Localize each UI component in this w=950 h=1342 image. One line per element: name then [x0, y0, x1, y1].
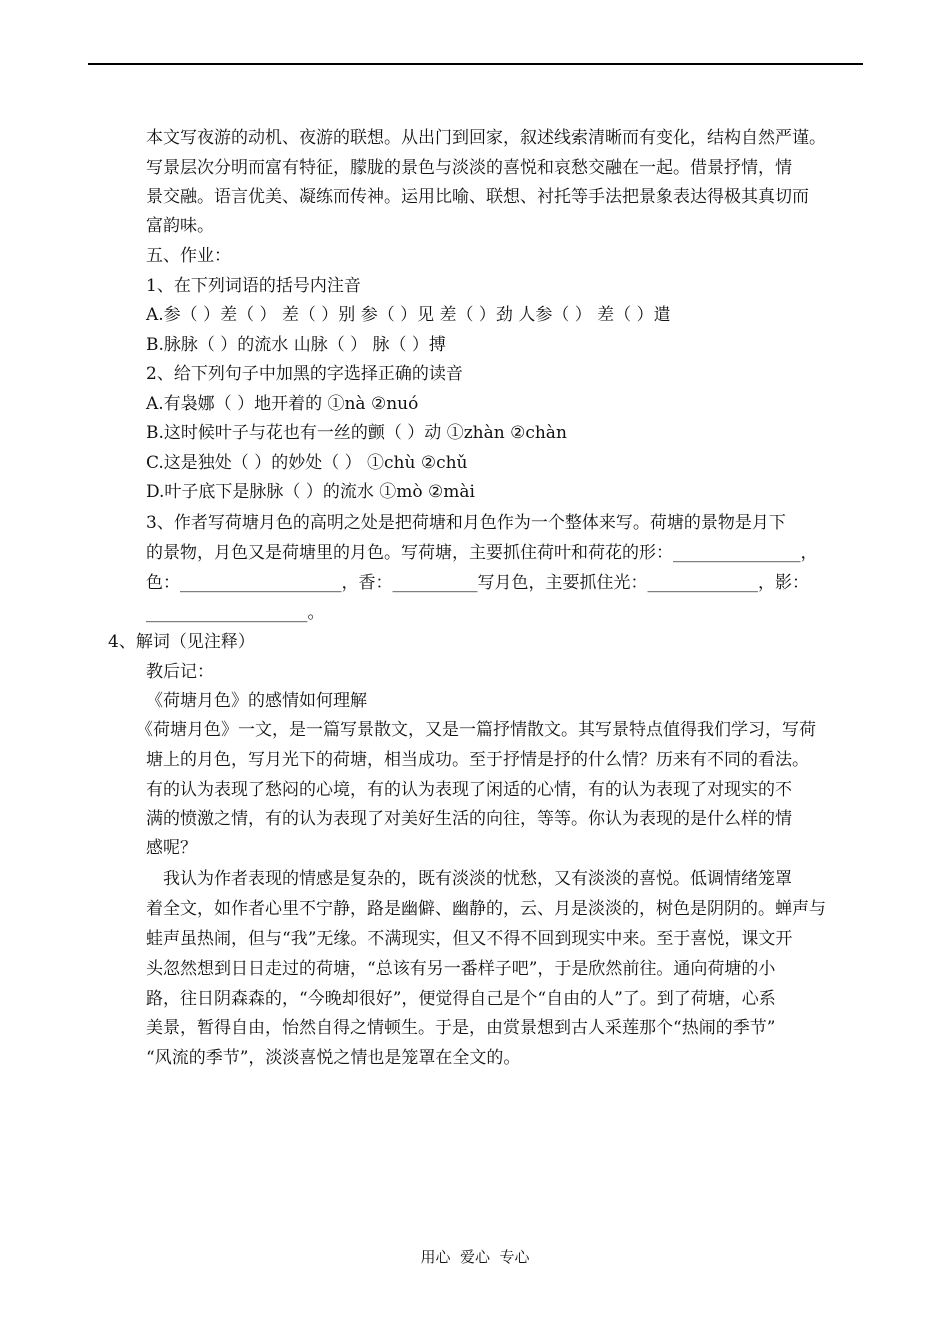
- text-line: 4、解词（见注释）: [108, 632, 255, 652]
- text-line: ___________________。: [146, 603, 325, 623]
- text-line: 色：___________________，香：__________写月色，主要抓住光：_____________，影：: [146, 573, 809, 593]
- text-line: “风流的季节”，淡淡喜悦之情也是笼罩在全文的。: [146, 1048, 521, 1068]
- text-line: 有的认为表现了愁闷的心境，有的认为表现了闲适的心情，有的认为表现了对现实的不: [146, 780, 792, 800]
- text-line: C.这是独处（ ）的妙处（ ） ①chù ②chǔ: [146, 453, 468, 473]
- text-line: B.这时候叶子与花也有一丝的颤（ ）动 ①zhàn ②chàn: [146, 423, 567, 443]
- text-line: 本文写夜游的动机、夜游的联想。从出门到回家，叙述线索清晰而有变化，结构自然严谨。: [146, 128, 826, 148]
- text-line: 教后记：: [146, 662, 214, 682]
- text-line: 蛙声虽热闹，但与“我”无缘。不满现实，但又不得不回到现实中来。至于喜悦，课文开: [146, 929, 793, 949]
- text-line: 感呢？: [146, 838, 197, 858]
- text-line: 2、给下列句子中加黑的字选择正确的读音: [146, 364, 463, 384]
- text-line: 五、作业：: [146, 246, 231, 266]
- text-line: 路，往日阴森森的，“今晚却很好”，便觉得自己是个“自由的人”了。到了荷塘，心系: [146, 989, 776, 1009]
- text-line: 头忽然想到日日走过的荷塘，“总该有另一番样子吧”，于是欣然前往。通向荷塘的小: [146, 959, 776, 979]
- text-line: 的景物，月色又是荷塘里的月色。写荷塘，主要抓住荷叶和荷花的形：_______________，: [146, 543, 818, 563]
- text-line: A.有袅娜（ ）地开着的 ①nà ②nuó: [146, 394, 419, 414]
- text-line: 景交融。语言优美、凝练而传神。运用比喻、联想、衬托等手法把景象表达得极其真切而: [146, 187, 809, 207]
- text-line: 《荷塘月色》一文，是一篇写景散文，又是一篇抒情散文。其写景特点值得我们学习，写荷: [136, 720, 816, 740]
- text-line: B.脉脉（ ）的流水 山脉（ ） 脉（ ）搏: [146, 335, 446, 355]
- header-rule: [88, 63, 863, 65]
- text-line: 写景层次分明而富有特征，朦胧的景色与淡淡的喜悦和哀愁交融在一起。借景抒情，情: [146, 158, 792, 178]
- text-line: 塘上的月色，写月光下的荷塘，相当成功。至于抒情是抒的什么情？历来有不同的看法。: [146, 750, 809, 770]
- text-line: 《荷塘月色》的感情如何理解: [146, 691, 367, 711]
- text-line: 富韵味。: [146, 216, 214, 236]
- text-line: D.叶子底下是脉脉（ ）的流水 ①mò ②mài: [146, 482, 475, 502]
- text-line: 美景，暂得自由，怡然自得之情顿生。于是，由赏景想到古人采莲那个“热闹的季节”: [146, 1018, 776, 1038]
- text-line: 我认为作者表现的情感是复杂的，既有淡淡的忧愁，又有淡淡的喜悦。低调情绪笼罩: [163, 869, 792, 889]
- page-footer: 用心 爱心 专心: [420, 1248, 530, 1266]
- text-line: 1、在下列词语的括号内注音: [146, 276, 361, 296]
- text-line: 3、作者写荷塘月色的高明之处是把荷塘和月色作为一个整体来写。荷塘的景物是月下: [146, 513, 786, 533]
- text-line: 满的愤激之情，有的认为表现了对美好生活的向往，等等。你认为表现的是什么样的情: [146, 809, 792, 829]
- text-line: A.参（ ）差（ ） 差（ ）别 参（ ）见 差（ ）劲 人参（ ） 差（ ）遣: [146, 305, 671, 325]
- text-line: 着全文，如作者心里不宁静，路是幽僻、幽静的，云、月是淡淡的，树色是阴阴的。蝉声与: [146, 899, 826, 919]
